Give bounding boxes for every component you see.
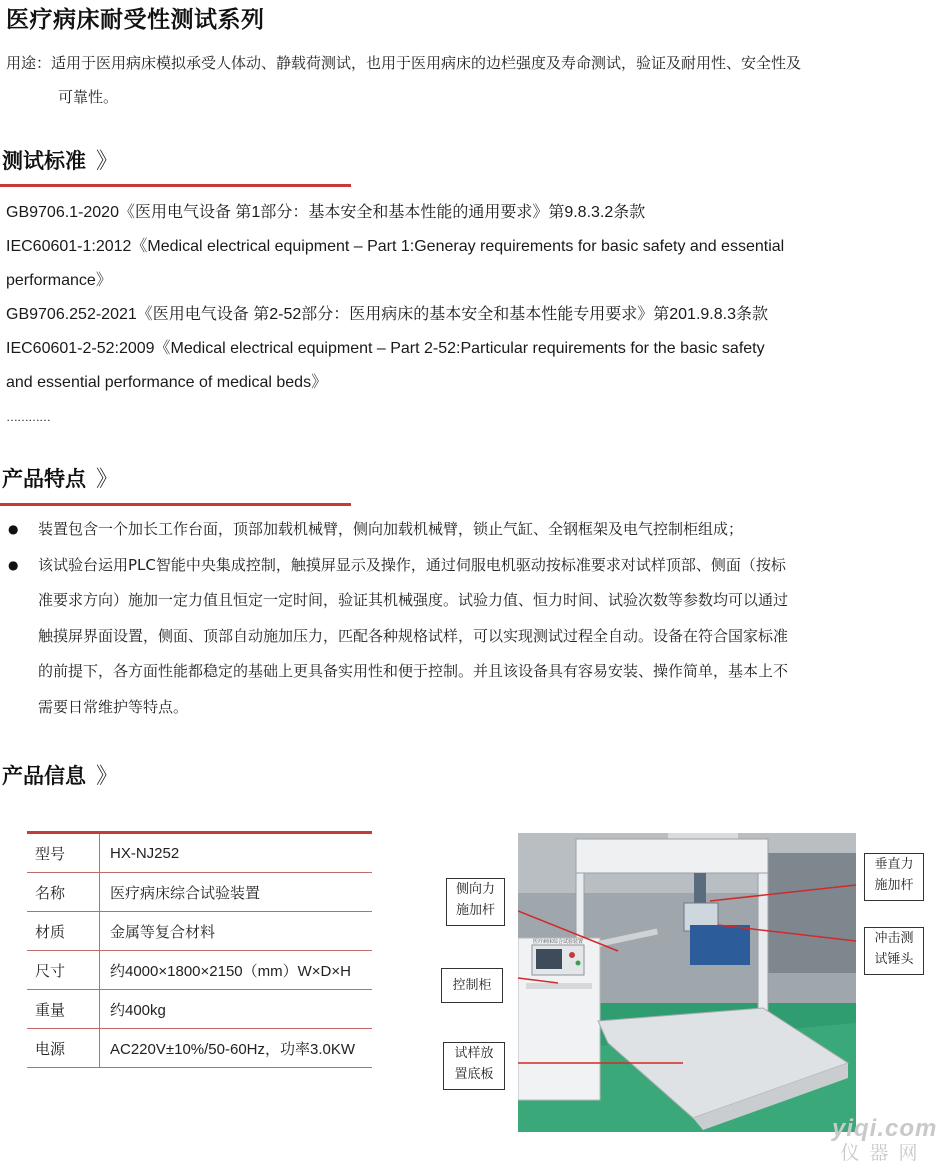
callout-line: 控制柜 xyxy=(452,978,492,993)
table-row xyxy=(27,912,372,951)
spec-key: 型号 xyxy=(27,833,100,873)
section-heading-info xyxy=(2,759,118,790)
section-title-info: 产品信息 xyxy=(2,764,86,788)
callout-side-force-rod xyxy=(446,878,505,926)
bullet-icon: ● xyxy=(8,522,19,536)
section-title-features: 产品特点 xyxy=(2,467,86,491)
callout-line: 侧向力 xyxy=(455,882,495,897)
cabinet-screen-label: 医疗病床综合试验装置 xyxy=(532,939,584,945)
callout-line: 冲击测 xyxy=(874,931,914,946)
feature-line: 该试验台运用PLC智能中央集成控制，触摸屏显示及操作，通过伺服电机驱动按标准要求对试样顶部、侧面（按标 xyxy=(38,555,786,574)
feature-line: 装置包含一个加长工作台面，顶部加载机械臂，侧向加载机械臂，锁止气缸、全钢框架及电气控制柜组成； xyxy=(38,520,744,538)
feature-line: 的前提下，各方面性能都稳定的基础上更具备实用性和便于控制。并且该设备具有容易安装、操作简单，基本上不 xyxy=(38,662,789,681)
feature-item xyxy=(8,548,928,726)
callout-line: 垂直力 xyxy=(874,857,914,872)
spec-value: 金属等复合材料 xyxy=(100,912,373,951)
feature-line: 触摸屏界面设置，侧面、顶部自动施加压力，匹配各种规格试样，可以实现测试过程全自动。设备在符合国家标准 xyxy=(38,626,789,645)
usage-paragraph xyxy=(6,46,936,114)
page-title: 医疗病床耐受性测试系列 xyxy=(6,7,265,33)
callout-line: 试锤头 xyxy=(874,952,914,967)
spec-key: 电源 xyxy=(27,1029,100,1068)
section-heading-standards xyxy=(2,144,118,175)
callout-line: 施加杆 xyxy=(455,903,495,918)
spec-key: 材质 xyxy=(27,912,100,951)
standard-line: GB9706.252-2021《医用电气设备 第2-52部分：医用病床的基本安全和基本性能专用要求》第201.9.8.3条款 xyxy=(6,306,768,323)
standard-line: GB9706.1-2020《医用电气设备 第1部分：基本安全和基本性能的通用要求》第9.8.3.2条款 xyxy=(6,204,646,221)
product-info-table xyxy=(27,831,372,1068)
standard-ellipsis: ………… xyxy=(6,410,50,424)
callout-vertical-force-rod xyxy=(864,853,924,901)
spec-key: 名称 xyxy=(27,873,100,912)
section-divider xyxy=(0,184,351,187)
feature-line: 准要求方向）施加一定力值且恒定一定时间，验证其机械强度。试验力值、恒力时间、试验次数等参数均可以通过 xyxy=(38,591,789,610)
standard-line: IEC60601-2-52:2009《Medical electrical equipment – Part 2-52:Particular requirements for the basic safety xyxy=(6,340,765,357)
bullet-icon: ● xyxy=(8,557,19,572)
spec-key: 重量 xyxy=(27,990,100,1029)
watermark-line-1: yiqi.com xyxy=(832,1115,938,1142)
chevron-right-icon: 》 xyxy=(96,764,119,789)
section-heading-features xyxy=(2,462,118,493)
callout-impact-hammer xyxy=(864,927,924,975)
callout-line: 试样放 xyxy=(454,1046,494,1061)
standards-list xyxy=(6,196,926,434)
features-list xyxy=(8,512,928,726)
table-row xyxy=(27,1029,372,1068)
standard-line: performance》 xyxy=(6,272,112,289)
table-row xyxy=(27,873,372,912)
spec-key: 尺寸 xyxy=(27,951,100,990)
callout-sample-plate xyxy=(443,1042,505,1090)
watermark xyxy=(832,1116,936,1166)
spec-value: 约400kg xyxy=(100,990,373,1029)
usage-line-1: 用途：适用于医用病床模拟承受人体动、静载荷测试，也用于医用病床的边栏强度及寿命测试，验证及耐用性、安全性及 xyxy=(6,54,802,72)
spec-value: HX-NJ252 xyxy=(100,833,373,873)
spec-value: 约4000×1800×2150（mm）W×D×H xyxy=(100,951,373,990)
table-row xyxy=(27,833,372,873)
table-row xyxy=(27,951,372,990)
callout-control-cabinet xyxy=(441,968,503,1003)
usage-line-2: 可靠性。 xyxy=(58,88,119,106)
standard-line: and essential performance of medical beds》 xyxy=(6,374,328,391)
section-divider xyxy=(0,503,351,506)
callout-line: 置底板 xyxy=(454,1067,494,1082)
equipment-photo xyxy=(518,833,856,1132)
feature-item xyxy=(8,512,928,548)
table-row xyxy=(27,990,372,1029)
spec-value: AC220V±10%/50-60Hz，功率3.0KW xyxy=(100,1029,373,1068)
feature-line: 需要日常维护等特点。 xyxy=(38,697,189,716)
callout-line: 施加杆 xyxy=(874,878,914,893)
chevron-right-icon: 》 xyxy=(96,467,119,492)
standard-line: IEC60601-1:2012《Medical electrical equipment – Part 1:Generay requirements for basic safety and essential xyxy=(6,238,785,255)
watermark-line-2: 仪器网 xyxy=(840,1143,928,1164)
chevron-right-icon: 》 xyxy=(96,149,119,174)
spec-value: 医疗病床综合试验装置 xyxy=(100,873,373,912)
section-title-standards: 测试标准 xyxy=(2,149,86,173)
